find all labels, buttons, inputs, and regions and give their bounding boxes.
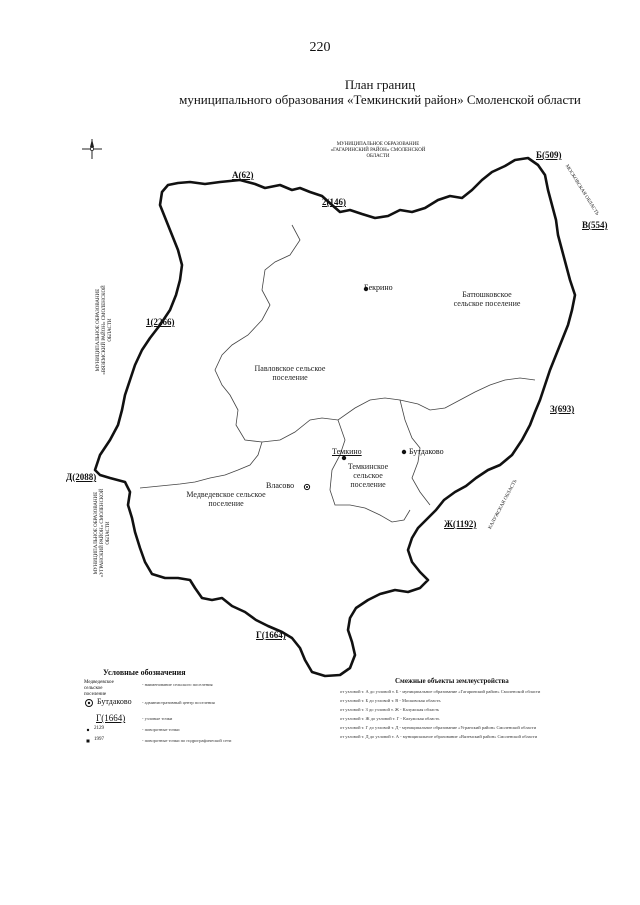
legend-item2-desc: - административный центр поселения [142,700,215,705]
turn-point-zh: Ж(1192) [444,519,477,529]
adjacent-row-2: от узловой т. Б до узловой т. В - Московская область [340,698,441,703]
settlement-marker-budtakovo [402,450,406,454]
legend-item2-sample: Бутдаково [97,697,132,706]
neighbor-label-ugra: МУНИЦИПАЛЬНОЕ ОБРАЗОВАНИЕ «УГРАНСКИЙ РАЙОН» СМОЛЕНСКОЙ ОБЛАСТИ [94,488,111,578]
turn-point-d: Д(2088) [66,472,97,482]
page-number: 220 [309,40,331,55]
legend-item4-desc: - поворотные точки [142,727,180,732]
legend-item1-desc: - наименование сельского поселения [142,682,213,687]
turn-point-1: 1(2266) [146,317,175,327]
settlement-label-temkino: Темкино [332,447,362,456]
district-boundary [95,158,575,676]
settlement-boundary-west [140,442,262,488]
adjacent-row-4: от узловой т. Ж до узловой т. Г - Калужская область [340,716,440,721]
adjacent-title: Смежные объекты землеустройства [395,677,509,685]
legend-item4-sample: 2129 [94,726,104,731]
map-title: План границ [344,77,416,92]
neighbor-label-moscow: МОСКОВСКАЯ ОБЛАСТЬ [563,164,600,217]
adjacent-row-6: от узловой т. Д до узловой т. А - муниципальное образование «Вяземский район» Смоленской области [340,734,538,739]
legend-item1-sample: Медведевское сельское поселение [84,680,114,697]
region-label-temkino: Темкинское сельское поселение [347,462,389,489]
neighbor-label-vyazma: МУНИЦИПАЛЬНОЕ ОБРАЗОВАНИЕ «ВЯЗЕМСКИЙ РАЙОН» СМОЛЕНСКОЙ ОБЛАСТИ [96,285,113,375]
turn-point-2: 2(146) [322,197,346,207]
legend-hydro-point-icon [85,738,91,744]
map-subtitle: муниципального образования «Темкинский район» Смоленской области [179,92,581,107]
region-label-pavlovo: Павловское сельское поселение [254,364,326,382]
neighbor-label-kaluga: КАЛУЖСКАЯ ОБЛАСТЬ [488,479,519,531]
adjacent-row-1: от узловой т. А до узловой т. Б - муниципальное образование «Гагаринский район» Смоленской области [340,689,541,694]
region-label-batyushkovo: Батюшковское сельское поселение [453,290,521,308]
settlement-boundary-north [215,225,535,442]
legend-item5-sample: 1997 [94,737,104,742]
region-label-medvedevo: Медведевское сельское поселение [186,490,266,508]
settlement-marker-temkino [342,456,346,460]
turn-point-markers [99,157,571,673]
legend-title: Условные обозначения [103,668,186,677]
legend-turn-point-icon [85,727,91,733]
legend-item3-desc: - узловые точки [142,716,173,721]
turn-point-z: З(693) [550,404,575,414]
settlement-label-vlasovo: Власово [266,481,295,490]
adjacent-row-5: от узловой т. Г до узловой т. Д - муниципальное образование «Угранский район» Смоленской области [340,725,536,730]
settlement-label-budtakovo: Бутдаково [409,447,444,456]
settlement-label-bekrino: Бекрино [364,283,393,292]
turn-point-b: Б(509) [536,150,562,160]
turn-point-g: Г(1664) [256,630,286,640]
legend-item5-desc: - поворотные точки по гидрографической сети [142,738,232,743]
turn-point-a: А(62) [232,170,254,180]
turn-point-v: В(554) [582,220,608,230]
neighbor-label-gagarin: МУНИЦИПАЛЬНОЕ ОБРАЗОВАНИЕ «ГАГАРИНСКИЙ РАЙОН» СМОЛЕНСКОЙ ОБЛАСТИ [330,142,426,159]
adjacent-row-3: от узловой т. З до узловой т. Ж - Калужская область [340,707,440,712]
legend-item3-sample: Г(1664) [96,713,126,723]
legend-settlement-marker-icon [84,698,94,708]
